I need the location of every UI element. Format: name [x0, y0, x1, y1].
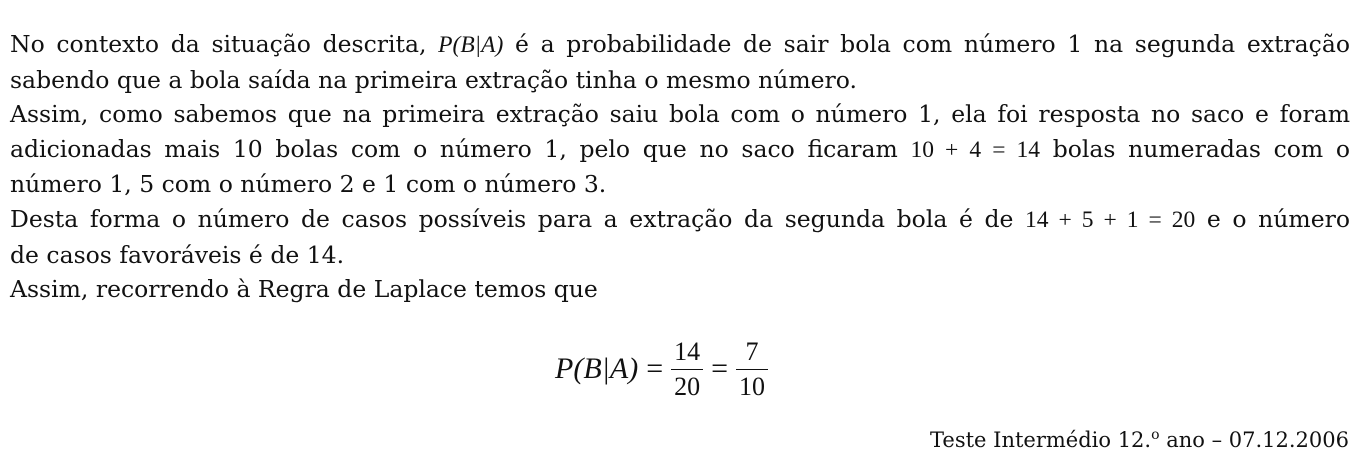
source-text: Teste Intermédio 12.: [930, 428, 1152, 452]
text-segment: adicionadas mais 10 bolas com o número 1, pelo que no saco ficaram: [10, 134, 898, 163]
paragraph-1-line-2: sabendo que a bola saída na primeira extração tinha o mesmo número.: [10, 65, 857, 94]
text-segment: Desta forma o número de casos possíveis para a extração da segunda bola é de: [10, 204, 1014, 233]
source-text: ano – 07.12.2006: [1159, 428, 1349, 452]
fraction-denominator: 10: [739, 371, 766, 401]
paragraph-3-line-1: [10, 202, 1350, 238]
formula-lhs: P(B|A): [555, 352, 639, 385]
fraction-numerator: 7: [745, 336, 759, 366]
text-segment: e o número: [1206, 204, 1350, 233]
paragraph-3-line-2: de casos favoráveis é de 14.: [10, 240, 345, 269]
laplace-formula: [555, 334, 768, 404]
text-segment: é a probabilidade de sair bola com número 1 na segunda extração: [515, 30, 1350, 58]
sum-expression: 10 + 4 = 14: [910, 136, 1041, 163]
solution-text: [10, 27, 1350, 307]
paragraph-1-line-1: [10, 27, 1350, 63]
text-segment: bolas numeradas com o: [1052, 134, 1350, 163]
equals-sign: =: [646, 352, 664, 385]
paragraph-2-line-3: número 1, 5 com o número 2 e 1 com o número 3.: [10, 170, 607, 199]
fraction-14-20: [671, 337, 703, 402]
fraction-bar: [671, 369, 703, 370]
equals-sign: =: [711, 352, 729, 385]
ordinal-superscript: o: [1151, 427, 1160, 443]
paragraph-2-line-2: [10, 132, 1350, 168]
sum-expression: 14 + 5 + 1 = 20: [1025, 206, 1196, 233]
source-citation: [930, 428, 1349, 452]
conditional-probability-notation: P(B|A): [438, 32, 504, 58]
paragraph-2-line-1: Assim, como sabemos que na primeira extração saiu bola com o número 1, ela foi resposta no saco e foram: [10, 100, 1350, 129]
fraction-7-10: [736, 337, 768, 402]
fraction-bar: [736, 369, 768, 370]
paragraph-4-line-1: Assim, recorrendo à Regra de Laplace temos que: [10, 275, 598, 304]
fraction-denominator: 20: [674, 371, 701, 401]
text-segment: No contexto da situação descrita,: [10, 30, 427, 58]
fraction-numerator: 14: [674, 336, 701, 366]
